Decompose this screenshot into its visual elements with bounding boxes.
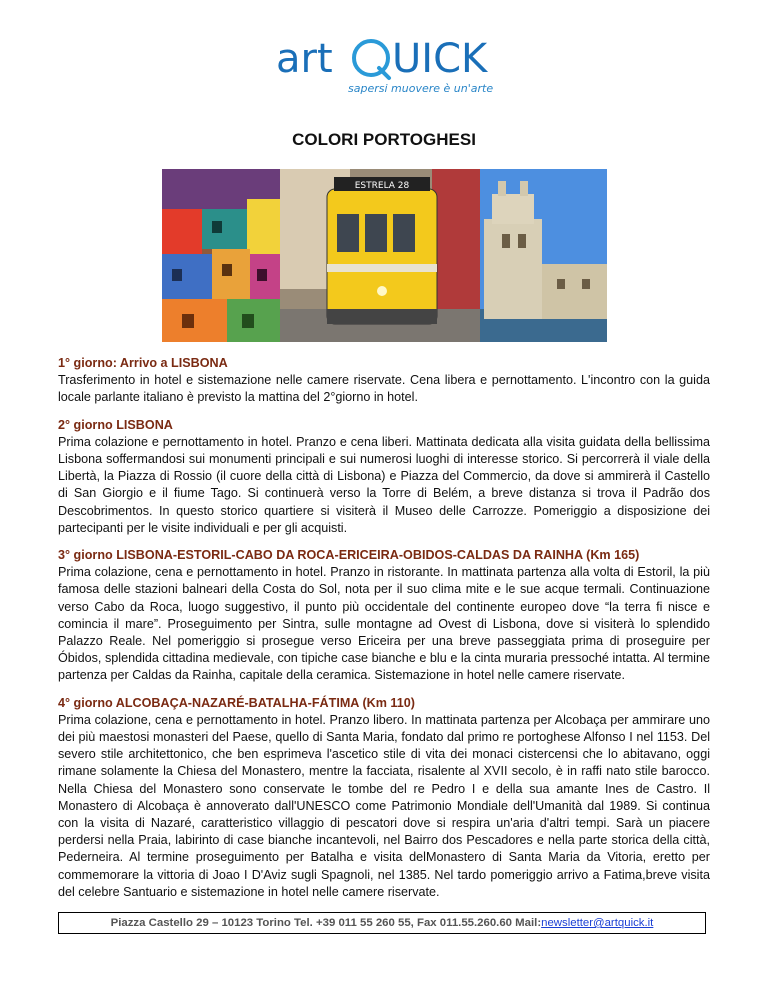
day-text: Prima colazione e pernottamento in hotel. Pranzo e cena liberi. Mattinata dedicata alla visita guidata della bellissima Lisbona soffermandosi sui monumenti principali e sui numerosi luoghi di interesse storico. Si percorrerà il viale della Libertà, la Piazza di Rossio (il cuore della città di Lisbona) e Piazza del Commercio, da dove si ammirerà il Castello di San Giorgio e il fiume Tago. Si continuerà verso la Torre di Belém, a breve distanza si trova il Padrão dos Descobrimentos. In questo storico quartiere si visiterà il Museo delle Carrozze. Pomeriggio a disposizione dei partecipanti per le visite individuali e per gli acquisti. [58,434,710,535]
logo-word-right: UICK [392,36,488,82]
day-text: Prima colazione, cena e pernottamento in hotel. Pranzo libero. In mattinata partenza per Alcobaça per ammirare uno dei più maestosi monasteri del Paese, quello di Santa Maria, fondato dal primo re portoghese Alfonso I nel 1153. Del severo stile architettonico, che ben esprimeva l'ascetico stile di vita dei monaci cistercensi che lo abitavano, oggi rimane solamente la Chiesa del Monastero, mentre la facciata, risalente al XVII secolo, è in raffi nato stile barocco. Nella Chiesa del Monastero sono conservate le tombe del re Pedro I e della sua amante Ines de Castro. Il Monastero di Alcobaça è annoverato dall'UNESCO come Patrimonio Mondiale dell'Umanità dal 1989. Si continua con la visita di Nazaré, caratteristico villaggio di pescatori dove si respira un'aria d'altri tempi. Sarà un piacere perdersi nella Praia, labirinto di case bianche incantevoli, nel Bairro dos Pescadores e nella parte storica della città, Pederneira. Al termine proseguimento per Batalha e visita delMonastero di Santa Maria da Vitoria, eretto per commemorare la vittoria di Joao I D'Aviz sugli Spagnoli, nel 1385. Nel tardo pomeriggio arrivo a Fatima,breve visita del celebre Santuario e sistemazione in hotel nelle camere riservate. [58,712,710,899]
day-heading: 4° giorno ALCOBAÇA-NAZARÉ-BATALHA-FÁTIMA (Km 110) [58,695,415,710]
photo-colorful-houses [162,169,280,342]
footer-address: Piazza Castello 29 – 10123 Torino Tel. +39 011 55 260 55, Fax 011.55.260.60 Mail: [110,917,542,929]
artquick-logo [276,32,496,102]
photo-belem-tower [480,169,607,342]
day-heading: 2° giorno LISBONA [58,417,173,432]
logo-tagline: sapersi muovere è un'arte [348,82,494,95]
day-text: Trasferimento in hotel e sistemazione nelle camere riservate. Cena libera e pernottamento. L'incontro con la guida locale parlante italiano è previsto la mattina del 2°giorno in hotel. [58,373,710,405]
day-2 [58,417,710,537]
day-4 [58,695,710,901]
page-title: COLORI PORTOGHESI [292,130,476,149]
day-text: Prima colazione, cena e pernottamento in hotel. Pranzo in ristorante. In mattinata partenza alla volta di Estoril, la più famosa delle stazioni balneari della Costa do Sol, nota per il suo clima mite e le sue acque termali. Continuazione verso Cabo da Roca, luogo suggestivo, il punto più occidentale del continente europeo dove “la terra fi nisce e comincia il mare”. Proseguimento per Sintra, sulle montagne ad Ovest di Lisbona, dove si visiterà lo splendido Palazzo Reale. Nel pomeriggio si prosegue verso Ericeira per una breve passeggiata prima di proseguire per Óbidos, splendida cittadina medievale, con tipiche case bianche e blu e la cinta muraria pressoché intatta. Al termine partenza per Caldas da Rainha, capitale della ceramica. Sistemazione in hotel nelle camere riservate. [58,565,710,683]
day-heading: 3° giorno LISBONA-ESTORIL-CABO DA ROCA-ERICEIRA-OBIDOS-CALDAS DA RAINHA (Km 165) [58,548,640,563]
photo-yellow-tram [280,169,480,342]
email-link[interactable]: newsletter@artquick.it [541,917,654,929]
tram-sign: ESTRELA 28 [354,181,410,191]
day-1 [58,355,710,407]
contact-footer [58,912,706,934]
logo-q-icon [354,41,389,78]
day-3 [58,547,710,685]
photo-collage [162,169,607,342]
day-heading: 1° giorno: Arrivo a LISBONA [58,356,228,370]
itinerary [58,355,710,911]
logo-word-left: art [276,36,333,82]
